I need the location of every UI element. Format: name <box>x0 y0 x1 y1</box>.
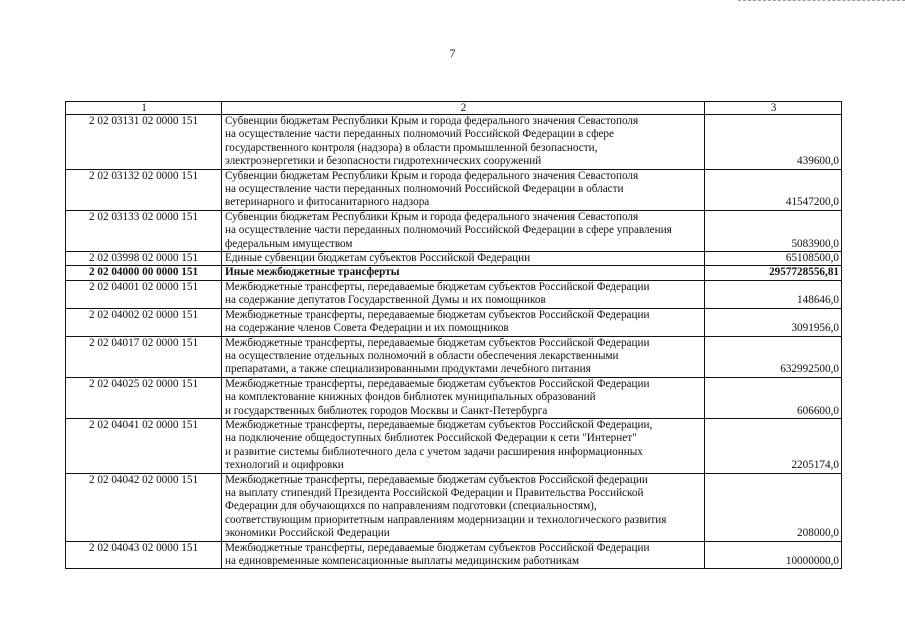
description-line: на содержание членов Совета Федерации и их помощников <box>225 322 509 335</box>
description-line: на выплату стипендий Президента Российской Федерации и Правительства Российской <box>225 486 644 499</box>
row-code: 2 02 04002 02 0000 151 <box>66 308 222 336</box>
description-line: Федерации для обучающихся по направлениям подготовки (специальностям), <box>225 500 597 513</box>
description-line: Иные межбюджетные трансферты <box>225 266 400 279</box>
description-line: электроэнергетики и безопасности гидротехнических сооружений <box>225 155 542 168</box>
budget-table <box>65 101 842 569</box>
description-line: экономики Российской Федерации <box>225 527 390 540</box>
description-line: технологий и оцифровки <box>225 459 344 472</box>
row-amount: 148646,0 <box>705 280 842 308</box>
table-row <box>66 336 842 377</box>
description-line: соответствующим приоритетным направлениям модернизации и технологического развития <box>225 513 667 526</box>
row-amount: 65108500,0 <box>705 252 842 266</box>
row-amount: 208000,0 <box>705 473 842 541</box>
description-line: Межбюджетные трансферты, передаваемые бюджетам субъектов Российской Федерации, <box>225 418 653 431</box>
row-description <box>222 169 705 210</box>
table-row <box>66 418 842 473</box>
description-line: на осуществление части переданных полномочий Российской Федерации в области <box>225 183 624 196</box>
row-description <box>222 336 705 377</box>
description-line: федеральным имуществом <box>225 237 353 250</box>
description-line: Межбюджетные трансферты, передаваемые бюджетам субъектов Российской федерации <box>225 473 648 486</box>
row-description <box>222 115 705 170</box>
row-description <box>222 266 705 280</box>
row-amount: 632992500,0 <box>705 336 842 377</box>
description-line: на комплектование книжных фондов библиотек муниципальных образований <box>225 391 596 404</box>
table-header-row <box>66 102 842 115</box>
table-row <box>66 210 842 251</box>
row-code: 2 02 04001 02 0000 151 <box>66 280 222 308</box>
table-row <box>66 115 842 170</box>
row-code: 2 02 04025 02 0000 151 <box>66 377 222 418</box>
description-line: Межбюджетные трансферты, передаваемые бюджетам субъектов Российской Федерации <box>225 541 650 554</box>
description-line: препаратами, а также специализированными продуктами лечебного питания <box>225 363 591 376</box>
row-description <box>222 473 705 541</box>
description-line: на осуществление части переданных полномочий Российской Федерации в сфере <box>225 128 614 141</box>
row-code: 2 02 03133 02 0000 151 <box>66 210 222 251</box>
page-number: 7 <box>449 46 456 60</box>
row-code: 2 02 04017 02 0000 151 <box>66 336 222 377</box>
description-line: на осуществление отдельных полномочий в области обеспечения лекарственными <box>225 349 619 362</box>
description-line: Межбюджетные трансферты, передаваемые бюджетам субъектов Российской Федерации <box>225 308 650 321</box>
row-amount: 606600,0 <box>705 377 842 418</box>
table-row <box>66 266 842 280</box>
header-col-3: 3 <box>705 102 842 115</box>
description-line: Субвенции бюджетам Республики Крым и города федерального значения Севастополя <box>225 210 639 223</box>
row-code: 2 02 04000 00 0000 151 <box>66 266 222 280</box>
header-col-2: 2 <box>222 102 705 115</box>
table-row <box>66 308 842 336</box>
table-row <box>66 541 842 569</box>
row-amount: 3091956,0 <box>705 308 842 336</box>
row-code: 2 02 03132 02 0000 151 <box>66 169 222 210</box>
row-description <box>222 541 705 569</box>
description-line: на осуществление части переданных полномочий Российской Федерации в сфере управления <box>225 224 672 237</box>
table-row <box>66 280 842 308</box>
row-description <box>222 308 705 336</box>
table-row <box>66 252 842 266</box>
description-line: Межбюджетные трансферты, передаваемые бюджетам субъектов Российской Федерации <box>225 377 650 390</box>
description-line: и развитие системы библиотечного дела с учетом задачи расширения информационных <box>225 445 643 458</box>
description-line: государственного контроля (надзора) в области промышленной безопасности, <box>225 141 598 154</box>
table-row <box>66 473 842 541</box>
row-amount: 439600,0 <box>705 115 842 170</box>
description-line: Субвенции бюджетам Республики Крым и города федерального значения Севастополя <box>225 115 639 127</box>
description-line: и государственных библиотек городов Москвы и Санкт-Петербурга <box>225 404 548 417</box>
description-line: на содержание депутатов Государственной Думы и их помощников <box>225 294 546 307</box>
table-row <box>66 169 842 210</box>
row-description <box>222 252 705 266</box>
description-line: Единые субвенции бюджетам субъектов Российской Федерации <box>225 252 531 265</box>
row-code: 2 02 03998 02 0000 151 <box>66 252 222 266</box>
row-description <box>222 210 705 251</box>
description-line: Межбюджетные трансферты, передаваемые бюджетам субъектов Российской Федерации <box>225 336 650 349</box>
table-row <box>66 377 842 418</box>
row-amount: 10000000,0 <box>705 541 842 569</box>
row-amount: 41547200,0 <box>705 169 842 210</box>
description-line: на подключение общедоступных библиотек Российской Федерации к сети "Интернет" <box>225 432 637 445</box>
row-description <box>222 418 705 473</box>
row-amount: 2205174,0 <box>705 418 842 473</box>
row-code: 2 02 04043 02 0000 151 <box>66 541 222 569</box>
row-amount: 2957728556,81 <box>705 266 842 280</box>
description-line: Межбюджетные трансферты, передаваемые бюджетам субъектов Российской Федерации <box>225 280 650 293</box>
row-amount: 5083900,0 <box>705 210 842 251</box>
description-line: Субвенции бюджетам Республики Крым и города федерального значения Севастополя <box>225 169 639 182</box>
description-line: на единовременные компенсационные выплаты медицинским работникам <box>225 555 580 567</box>
description-line: ветеринарного и фитосанитарного надзора <box>225 196 430 209</box>
row-description <box>222 280 705 308</box>
row-code: 2 02 04042 02 0000 151 <box>66 473 222 541</box>
row-code: 2 02 04041 02 0000 151 <box>66 418 222 473</box>
row-description <box>222 377 705 418</box>
row-code: 2 02 03131 02 0000 151 <box>66 115 222 170</box>
header-col-1: 1 <box>66 102 222 115</box>
top-edge-mark <box>738 0 905 2</box>
